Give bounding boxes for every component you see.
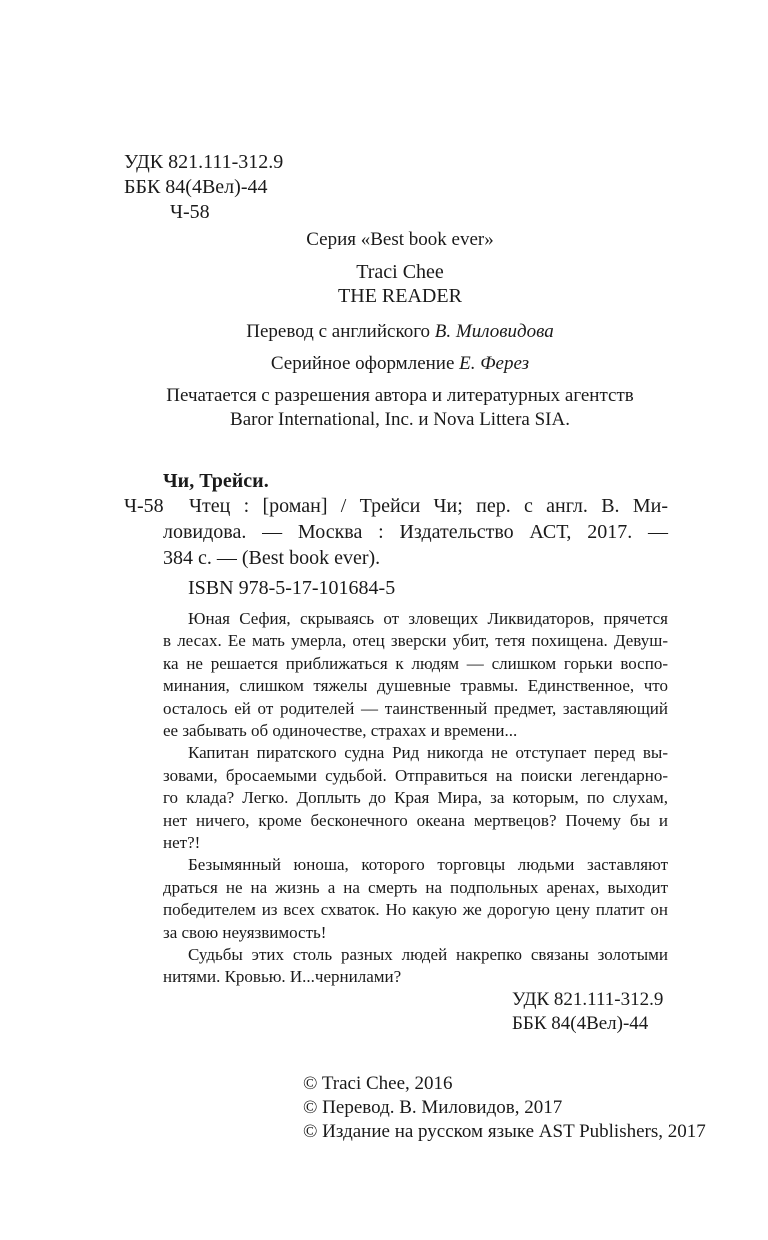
translation-prefix: Перевод с английского: [246, 321, 431, 342]
annotation-line: зовами, бросаемыми судьбой. Отправиться на поиски легендарно-: [163, 765, 668, 785]
annotation-line: ее забывать об одиночестве, страхах и времени...: [163, 721, 518, 740]
annotation-line: нет?!: [163, 833, 201, 852]
series-line: Серия «Best book ever»: [306, 229, 494, 250]
annotation-line: драться не на жизнь а на смерть на подпольных аренах, выходит: [163, 877, 668, 897]
translator-name: В. Миловидова: [434, 321, 554, 342]
annotation-line: за свою неуязвимость!: [163, 922, 327, 942]
annotation-line: Судьбы этих столь разных людей накрепко связаны золотыми: [188, 945, 668, 964]
annotation-line: победителем из всех схваток. Но какую же дорогую цену платит он: [163, 900, 668, 920]
original-title: THE READER: [338, 285, 462, 307]
copyright-line: © Traci Chee, 2016: [303, 1073, 453, 1094]
design-prefix: Серийное оформление: [270, 353, 455, 374]
bbk-code: ББК 84(4Вел)-44: [124, 176, 268, 198]
copyright-block: [303, 1072, 706, 1144]
bib-line: Чтец : [роман] / Трейси Чи; пер. с англ. В. Ми-: [189, 495, 668, 517]
original-author: Traci Chee: [356, 261, 444, 283]
annotation-line: в лесах. Ее мать умерла, отец зверски убит, тетя похищена. Девуш-: [163, 631, 668, 651]
annotation-line: Безымянный юноша, которого торговцы людьми заставляют: [188, 855, 668, 875]
annotation-line: Капитан пиратского судна Рид никогда не отступает перед вы-: [188, 743, 668, 763]
bbk-code: ББК 84(4Вел)-44: [512, 1013, 649, 1034]
classification-block: [124, 150, 283, 225]
bib-heading: Чи, Трейси.: [163, 470, 269, 492]
annotation-line: нитями. Кровью. И...чернилами?: [163, 967, 402, 987]
udk-code: УДК 821.111-312.9: [124, 151, 284, 173]
permission-line: Печатается с разрешения автора и литературных агентств: [166, 385, 634, 406]
annotation-line: Юная Сефия, скрываясь от зловещих Ликвидаторов, прячется: [188, 609, 668, 628]
annotation-line: го клада? Легко. Доплыть до Края Мира, за которым, по слухам,: [163, 788, 668, 808]
design-credit: [0, 352, 768, 376]
annotation-line: нет ничего, кроме бесконечного океана мертвецов? Почему бы и: [163, 810, 668, 830]
copyright-line: © Перевод. В. Миловидов, 2017: [303, 1097, 563, 1118]
permission-line: Baror International, Inc. и Nova Littera SIA.: [230, 409, 570, 430]
annotation-line: осталось ей от родителей — таинственный предмет, заставляющий: [163, 698, 668, 718]
permission-note: [0, 384, 768, 432]
annotation-line: минания, слишком тяжелы душевные травмы. Единственное, что: [163, 676, 668, 696]
bib-code: Ч-58: [124, 495, 164, 517]
bib-line: 384 с. — (Best book ever).: [163, 547, 381, 569]
designer-name: Е. Ферез: [459, 353, 530, 374]
bib-line: ловидова. — Москва : Издательство АСТ, 2017. —: [163, 521, 668, 543]
author-sign: Ч-58: [170, 201, 210, 223]
bottom-classification: [512, 988, 663, 1036]
isbn: ISBN 978-5-17-101684-5: [188, 577, 396, 599]
copyright-line: © Издание на русском языке AST Publishers, 2017: [303, 1121, 706, 1142]
udk-code: УДК 821.111-312.9: [512, 989, 664, 1010]
annotation-line: ка не решается приближаться к людям — слишком горьки воспо-: [163, 653, 668, 673]
translation-credit: [0, 320, 768, 344]
